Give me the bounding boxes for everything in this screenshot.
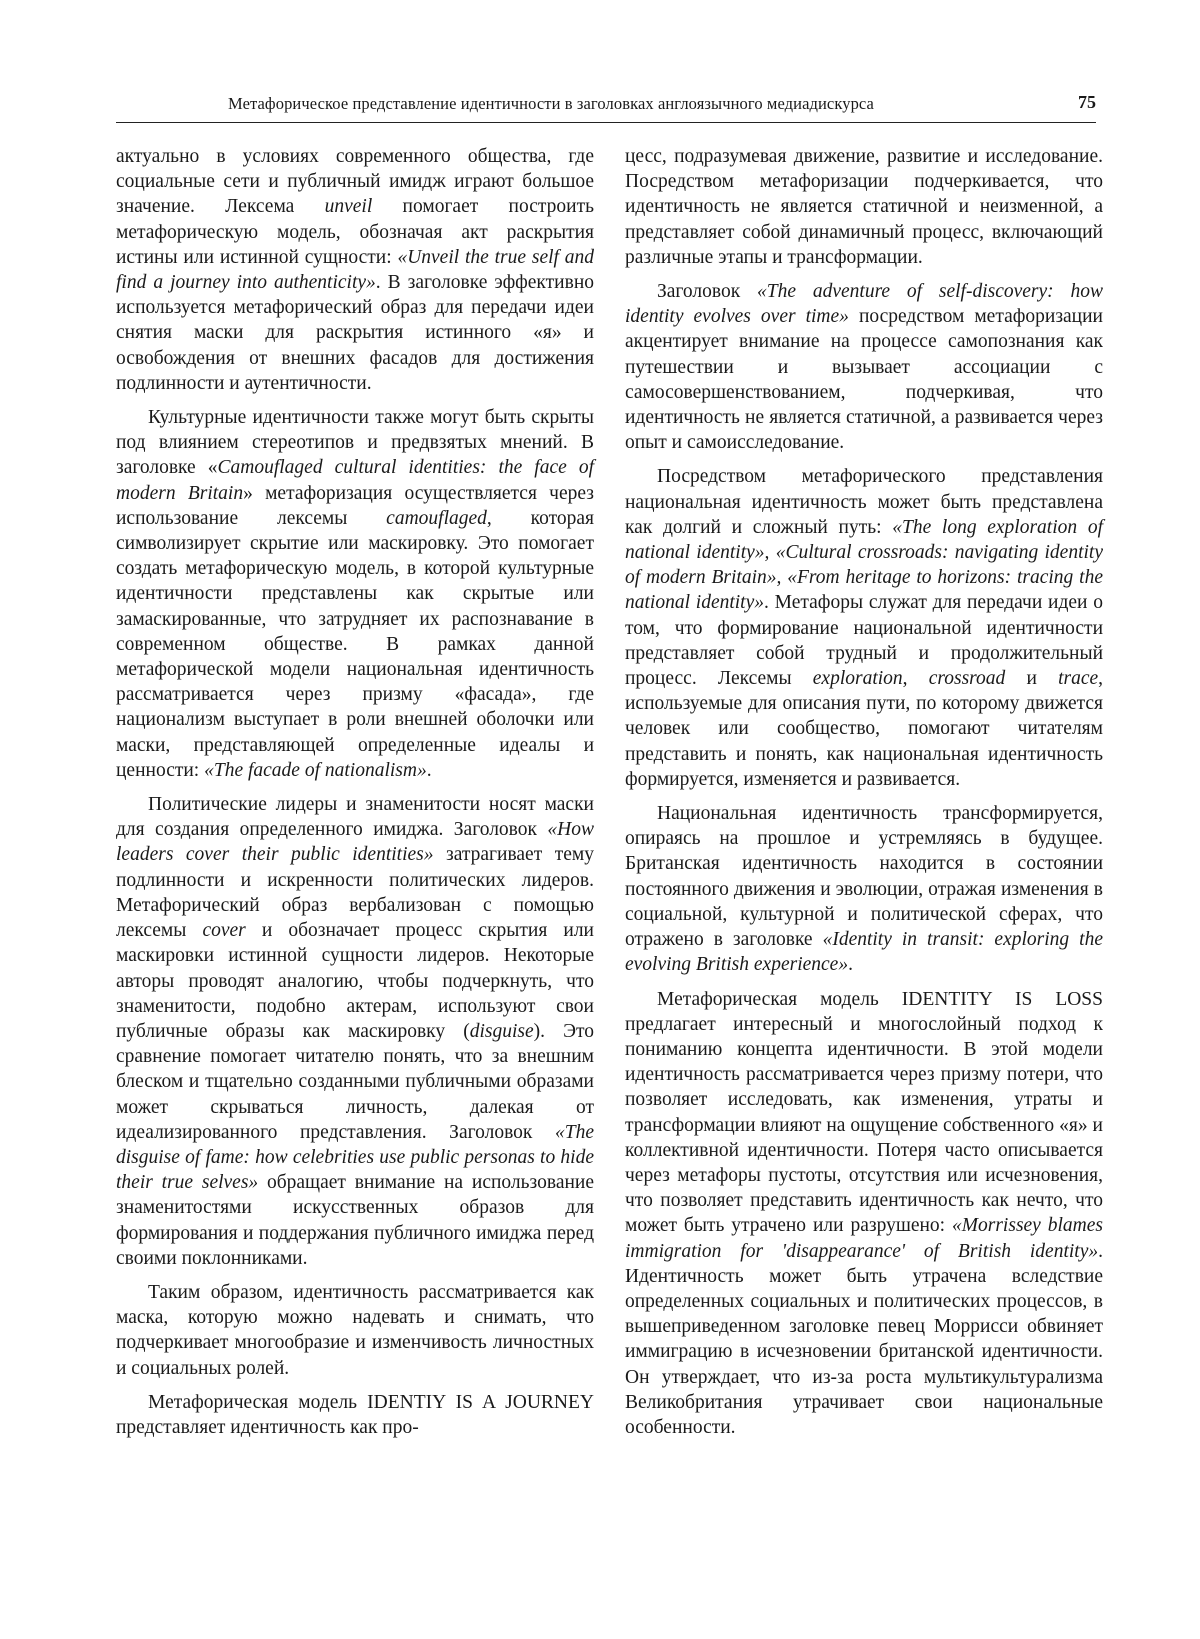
text-run: Посредством метафорического представления национальная идентичность может быть представлена как долгий и сложный путь: [625, 466, 1103, 538]
text-run: цесс, подразумевая движение, развитие и исследование. Посредством метафоризации подчеркивается, что идентичность не является статичной и неизменной, а представляет собой динамичный процесс, включающий различные этапы и трансформации. [625, 146, 1103, 268]
left-column [116, 144, 594, 1440]
paragraph [116, 1390, 594, 1440]
running-title: Метафорическое представление идентичности в заголовках англоязычного медиадискурса [228, 94, 874, 113]
paragraph [625, 987, 1103, 1441]
text-run: , которая символизирует скрытие или маскировку. Это помогает создать метафорическую модель, в которой культурные идентичности представлены как скрытые или замаскированные, что затрудняет их распознавание в современном обществе. В рамках данной метафорической модели национальная идентичность рассматривается через призму «фасада», где национализм выступает в роли внешней оболочки или маски, представляющей определенные идеалы и ценности: [116, 507, 594, 781]
text-run: помогает построить метафорическую модель, обозначая акт раскрытия истины или истинной сущности: [116, 196, 594, 268]
italic-run: crossroad [928, 668, 1006, 690]
italic-run: trace [1058, 668, 1099, 690]
italic-run: «The facade of nationalism» [204, 759, 427, 781]
text-run: посредством метафоризации акцентирует внимание на процессе самопознания как путешествии и вызывает ассоциации с самосовершенствованием, подчеркивая, что идентичность не является статичной, а развивается через опыт и самоисследование. [625, 306, 1103, 454]
page-number: 75 [1078, 92, 1096, 112]
text-run: . Метафоры служат для передачи идеи о том, что формирование национальной идентичности представляет собой трудный и продолжительный процесс. Лексемы [625, 592, 1104, 690]
paragraph [116, 1280, 594, 1381]
text-run: , [902, 668, 929, 690]
running-head [116, 92, 1096, 123]
text-run: и обозначает процесс скрытия или маскировки истинной сущности лидеров. Некоторые авторы проводят аналогию, чтобы подчеркнуть, что знаменитости, подобно актерам, используют свои публичные образы как маскировку ( [116, 920, 594, 1042]
text-run: Метафорическая модель IDENTITY IS LOSS предлагает интересный и многослойный подход к пониманию концепта идентичности. В этой модели идентичность рассматривается через призму потери, что позволяет исследовать, как изменения, утраты и трансформации влияют на ощущение собственного «я» и коллективной идентичности. Потеря часто описывается через метафоры пустоты, отсутствия или исчезновения, что позволяет представить идентичность как нечто, что может быть утрачено или разрушено: [625, 988, 1103, 1237]
paragraph [116, 144, 594, 396]
paragraph [116, 792, 594, 1271]
text-run: Политические лидеры и знаменитости носят маски для создания определенного имиджа. Заголовок [116, 794, 594, 841]
italic-run: unveil [324, 196, 373, 218]
right-column [625, 144, 1103, 1440]
text-run: Культурные идентичности также могут быть скрыты под влиянием стереотипов и предвзятых мнений. В заголовке « [116, 407, 594, 479]
text-run: Метафорическая модель IDENTIY IS A JOURNEY представляет идентичность как про- [116, 1391, 594, 1438]
italic-run: camouflaged [386, 507, 487, 529]
text-run: . Идентичность может быть утрачена вследствие определенных социальных и политических процессов, в вышеприведенном заголовке певец Моррисси обвиняет иммиграцию в исчезновении британской идентичности. Он утверждает, что из-за роста мультикультурализма Великобритания утрачивает свои национальные особенности. [625, 1240, 1103, 1438]
text-run: » метафоризация осуществляется через использование лексемы [116, 482, 594, 529]
italic-run: «How leaders cover their public identities» [116, 819, 594, 866]
text-run: актуально в условиях современного общества, где социальные сети и публичный имидж играют большое значение. Лексема [116, 146, 594, 218]
paragraph [625, 464, 1103, 792]
text-run: затрагивает тему подлинности и искренности политических лидеров. Метафорический образ вербализован с помощью лексемы [116, 844, 594, 942]
text-run: , используемые для описания пути, по которому движется человек или сообщество, помогают читателям представить и понять, как национальная идентичность формируется, изменяется и развивается. [625, 668, 1104, 790]
text-run: . В заголовке эффективно используется метафорический образ для передачи идеи снятия маски для раскрытия истинного «я» и освобождения от внешних фасадов для достижения подлинности и аутентичности. [116, 272, 594, 394]
text-run: ). Это сравнение помогает читателю понять, что за внешним блеском и тщательно созданными публичными образами может скрываться личность, далекая от идеализированного представления. Заголовок [116, 1020, 595, 1143]
italic-run: «The adventure of self-discovery: how identity evolves over time» [625, 281, 1103, 328]
italic-run: «Identity in transit: exploring the evolving British experience» [625, 929, 1103, 976]
italic-run: exploration [812, 668, 903, 690]
text-run: Национальная идентичность трансформируется, опираясь на прошлое и устремляясь в будущее. Британская идентичность находится в состоянии постоянного движения и эволюции, отражая изменения в социальной, культурной и политической сферах, что отражено в заголовке [625, 803, 1103, 951]
italic-run: Camouflaged cultural identities: the face of modern Britain [116, 457, 594, 504]
italic-run: «The disguise of fame: how celebrities use public personas to hide their true selves» [116, 1121, 594, 1194]
italic-run: «The long exploration of national identity», «Cultural crossroads: navigating identity of modern Britain», «From heritage to horizons: tracing the national identity» [625, 516, 1103, 614]
text-run: . [426, 759, 432, 781]
italic-run: «Unveil the true self and find a journey into authenticity» [116, 246, 595, 294]
paragraph [625, 144, 1103, 270]
text-run: обращает внимание на использование знаменитостями искусственных образов для формирования и поддержания публичного имиджа перед своими поклонниками. [116, 1172, 594, 1269]
paragraph [625, 801, 1103, 977]
italic-run: cover [202, 920, 246, 942]
text-run: Заголовок [657, 281, 758, 303]
text-run: и [1005, 668, 1059, 690]
paragraph [116, 405, 594, 783]
text-run: . [848, 954, 853, 976]
italic-run: disguise [469, 1020, 534, 1042]
text-run: Таким образом, идентичность рассматривается как маска, которую можно надевать и снимать, что подчеркивает многообразие и изменчивость личностных и социальных ролей. [116, 1281, 594, 1379]
paragraph [625, 279, 1103, 455]
italic-run: «Morrissey blames immigration for 'disappearance' of British identity» [625, 1215, 1103, 1262]
